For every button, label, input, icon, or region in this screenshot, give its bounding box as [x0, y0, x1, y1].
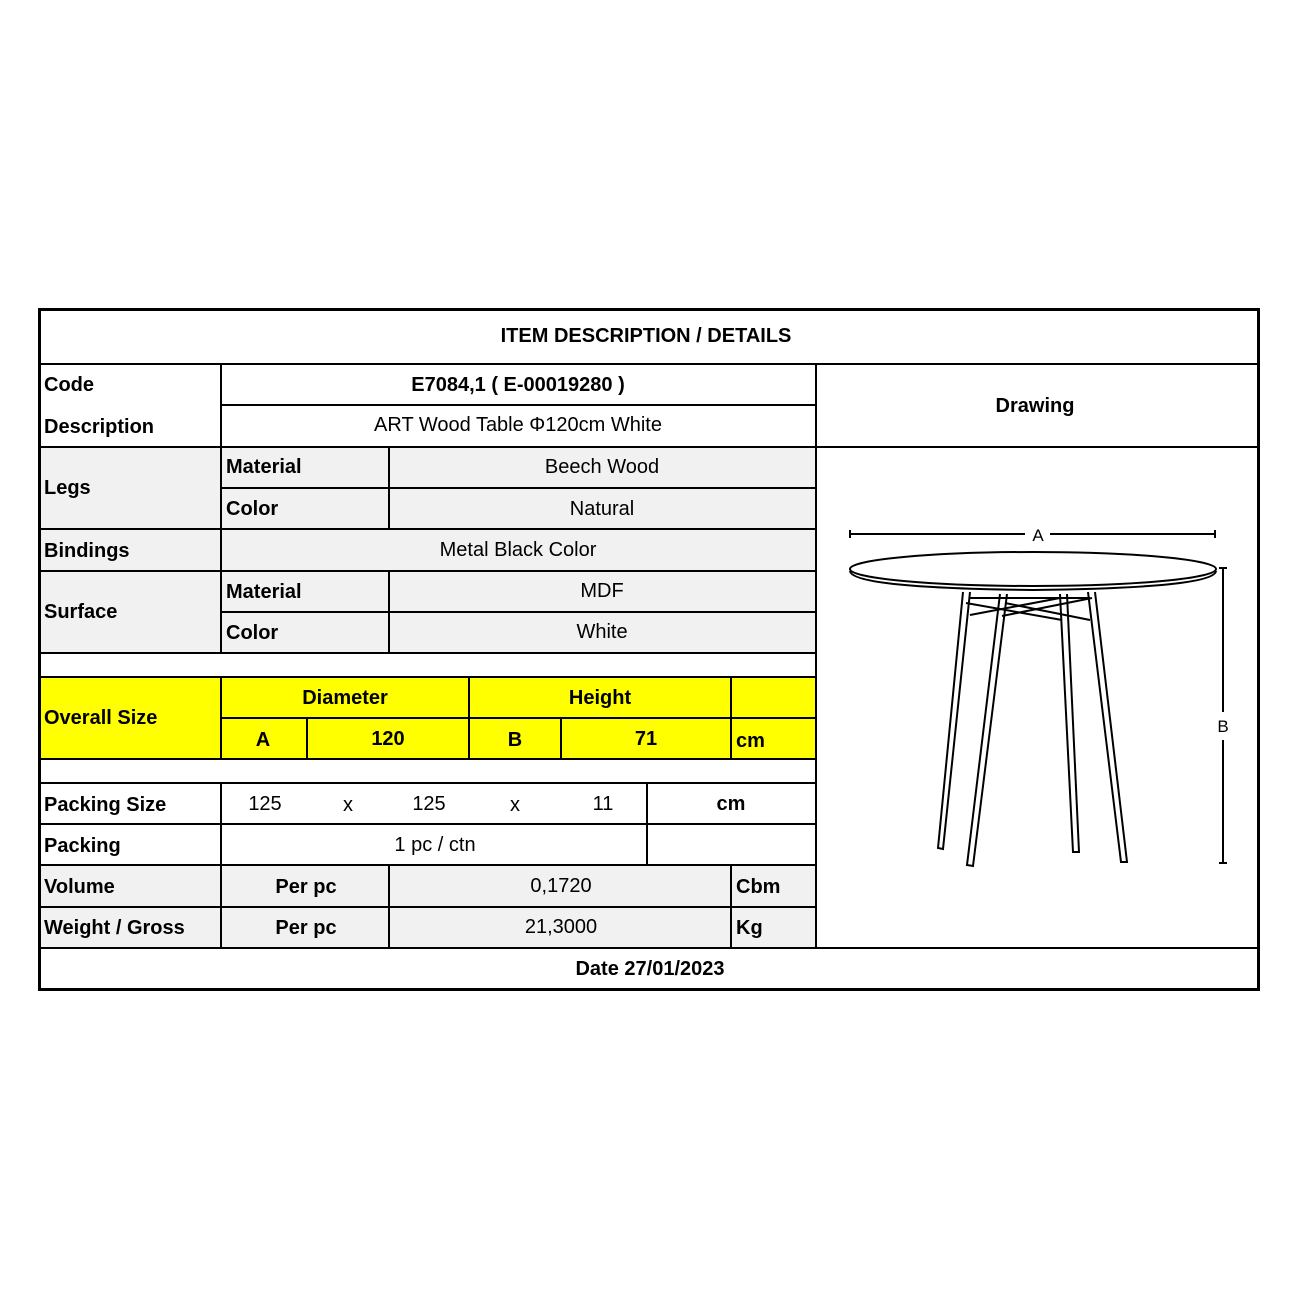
height-value: 71: [634, 728, 658, 750]
diameter-value: 120: [371, 728, 405, 750]
surface-label: Surface: [44, 601, 118, 623]
packing-value: 1 pc / ctn: [394, 834, 476, 856]
packing-label: Packing: [44, 835, 121, 857]
dimension-label-b: B: [1217, 717, 1229, 736]
table-leg: [967, 594, 1007, 866]
date-footer: Date 27/01/2023: [575, 958, 725, 980]
code-value: E7084,1 ( E-00019280 ): [411, 374, 625, 396]
weight-value: 21,3000: [524, 916, 598, 938]
bindings-value: Metal Black Color: [439, 539, 597, 561]
packing-size-length: 125: [248, 793, 282, 815]
legs-label: Legs: [44, 477, 91, 499]
packing-size-width: 125: [412, 793, 446, 815]
page-title: ITEM DESCRIPTION / DETAILS: [500, 325, 792, 347]
surface-color-value: White: [576, 621, 628, 643]
packing-size-height: 11: [592, 793, 614, 815]
packing-size-times: x: [510, 794, 520, 816]
diameter-letter: A: [255, 729, 271, 751]
overall-size-unit: cm: [736, 730, 765, 752]
packing-size-times: x: [343, 794, 353, 816]
volume-label: Volume: [44, 876, 115, 898]
diameter-header: Diameter: [302, 687, 388, 709]
height-header: Height: [568, 687, 632, 709]
legs-material-label: Material: [226, 456, 302, 478]
weight-unit: Kg: [736, 917, 763, 939]
packing-size-unit: cm: [716, 793, 746, 815]
legs-color-label: Color: [226, 498, 279, 520]
surface-material-value: MDF: [580, 580, 624, 602]
weight-basis: Per pc: [275, 917, 337, 939]
weight-label: Weight / Gross: [44, 917, 185, 939]
code-label: Code: [44, 374, 94, 396]
description-value: ART Wood Table Φ120cm White: [374, 414, 662, 436]
drawing-header: Drawing: [995, 395, 1075, 417]
overall-size-label: Overall Size: [44, 707, 158, 729]
table-leg: [938, 592, 970, 849]
legs-material-value: Beech Wood: [544, 456, 660, 478]
bindings-label: Bindings: [44, 540, 130, 562]
surface-color-label: Color: [226, 622, 279, 644]
legs-color-value: Natural: [569, 498, 635, 520]
volume-basis: Per pc: [275, 876, 337, 898]
volume-value: 0,1720: [530, 875, 592, 897]
volume-unit: Cbm: [736, 876, 781, 898]
table-leg: [1088, 592, 1127, 862]
packing-size-label: Packing Size: [44, 794, 167, 816]
table-leg: [1060, 594, 1079, 852]
description-label: Description: [44, 416, 155, 438]
height-letter: B: [507, 729, 523, 751]
surface-material-label: Material: [226, 581, 302, 603]
dimension-label-a: A: [1032, 526, 1044, 545]
tabletop: [850, 552, 1216, 586]
